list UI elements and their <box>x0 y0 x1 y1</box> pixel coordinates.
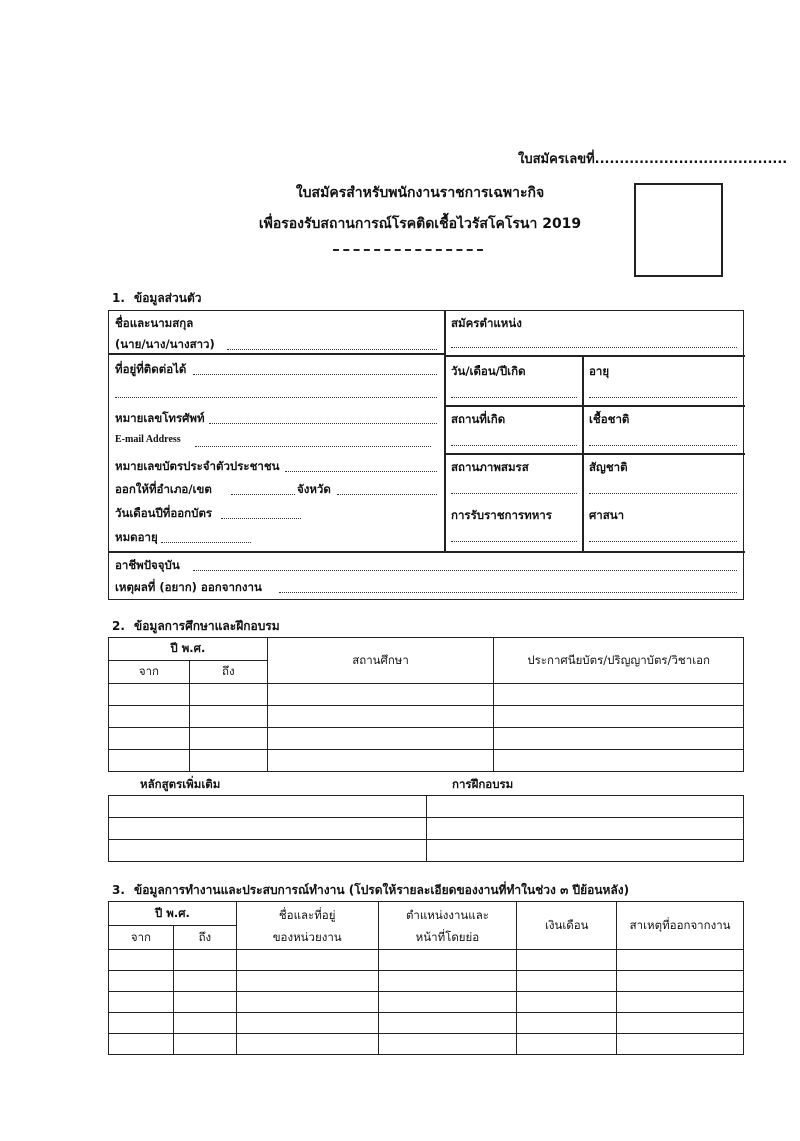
issued-district-input[interactable] <box>231 494 295 495</box>
expiry-input[interactable] <box>161 542 251 543</box>
title-divider <box>333 249 483 251</box>
email-input[interactable] <box>195 446 431 447</box>
education-to-cell[interactable] <box>189 728 267 750</box>
id-card-input[interactable] <box>285 471 437 472</box>
training-row <box>109 818 744 840</box>
education-from-header: จาก <box>109 661 190 684</box>
dob-label: วัน/เดือน/ปีเกิด <box>451 364 526 378</box>
ethnicity-label: เชื้อชาติ <box>589 412 630 426</box>
ethnicity-input[interactable] <box>589 445 737 446</box>
section3-number: 3. <box>112 883 125 897</box>
education-degree-cell[interactable] <box>494 750 744 772</box>
work-position-cell[interactable] <box>378 1034 517 1055</box>
work-position-cell[interactable] <box>378 971 517 992</box>
section2-heading <box>112 617 280 636</box>
training-cell[interactable] <box>426 840 744 862</box>
work-position-cell[interactable] <box>378 992 517 1013</box>
military-service-input[interactable] <box>451 541 577 542</box>
section1-number: 1. <box>112 291 125 305</box>
address-input-line2[interactable] <box>115 397 437 398</box>
birthplace-input[interactable] <box>451 445 577 446</box>
education-row <box>109 750 744 772</box>
work-reason-cell[interactable] <box>617 992 744 1013</box>
photo-box <box>634 183 723 277</box>
work-salary-cell[interactable] <box>517 992 617 1013</box>
section1-title: ข้อมูลส่วนตัว <box>134 291 202 305</box>
education-from-cell[interactable] <box>109 706 190 728</box>
dob-input[interactable] <box>451 397 577 398</box>
work-to-cell[interactable] <box>173 1034 236 1055</box>
work-from-cell[interactable] <box>109 950 174 971</box>
work-from-cell[interactable] <box>109 1034 174 1055</box>
extra-course-cell[interactable] <box>109 796 427 818</box>
work-to-cell[interactable] <box>173 950 236 971</box>
extra-courses-label: หลักสูตรเพิ่มเติม <box>140 777 221 791</box>
name-label: ชื่อและนามสกุล <box>115 316 194 330</box>
extra-course-cell[interactable] <box>109 840 427 862</box>
education-year-header: ปี พ.ศ. <box>109 638 268 661</box>
province-input[interactable] <box>337 494 437 495</box>
training-row <box>109 840 744 862</box>
work-reason-cell[interactable] <box>617 950 744 971</box>
work-reason-cell[interactable] <box>617 1034 744 1055</box>
id-card-label: หมายเลขบัตรประจำตัวประชาชน <box>115 459 280 473</box>
work-org-header <box>236 902 378 950</box>
education-degree-cell[interactable] <box>494 684 744 706</box>
section2-title: ข้อมูลการศึกษาและฝึกอบรม <box>134 619 280 633</box>
address-label: ที่อยู่ที่ติดต่อได้ <box>115 362 187 376</box>
issued-district-label: ออกให้ที่อำเภอ/เขต <box>115 482 212 496</box>
marital-status-input[interactable] <box>451 493 577 494</box>
education-from-cell[interactable] <box>109 728 190 750</box>
education-row <box>109 728 744 750</box>
province-label: จังหวัด <box>297 482 331 496</box>
work-org-cell[interactable] <box>236 992 378 1013</box>
religion-label: ศาสนา <box>589 508 625 522</box>
age-input[interactable] <box>589 397 737 398</box>
title-prefix-label: (นาย/นาง/นางสาว) <box>115 337 215 351</box>
education-to-cell[interactable] <box>189 684 267 706</box>
name-input[interactable] <box>227 349 437 350</box>
work-row <box>109 1034 744 1055</box>
occupation-input[interactable] <box>193 570 737 571</box>
work-position-cell[interactable] <box>378 950 517 971</box>
marital-status-label: สถานภาพสมรส <box>451 460 529 474</box>
nationality-input[interactable] <box>589 493 737 494</box>
work-reason-cell[interactable] <box>617 1013 744 1034</box>
occupation-label: อาชีพปัจจุบัน <box>115 558 180 572</box>
form-title-line2: เพื่อรองรับสถานการณ์โรคติดเชื้อไวรัสโคโรนา 2019 <box>258 216 582 232</box>
education-from-cell[interactable] <box>109 684 190 706</box>
work-from-header: จาก <box>109 926 174 950</box>
work-org-cell[interactable] <box>236 950 378 971</box>
extra-course-cell[interactable] <box>109 818 427 840</box>
education-row <box>109 684 744 706</box>
training-cell[interactable] <box>426 796 744 818</box>
position-label: สมัครตำแหน่ง <box>451 316 522 330</box>
religion-input[interactable] <box>589 541 737 542</box>
work-from-cell[interactable] <box>109 992 174 1013</box>
education-institution-header: สถานศึกษา <box>267 638 494 684</box>
work-row <box>109 950 744 971</box>
section3-heading <box>112 881 629 900</box>
address-input-line1[interactable] <box>193 374 437 375</box>
phone-label: หมายเลขโทรศัพท์ <box>115 411 205 425</box>
work-year-header: ปี พ.ศ. <box>109 902 237 926</box>
work-position-header <box>378 902 517 950</box>
work-to-header: ถึง <box>173 926 236 950</box>
leave-reason-input[interactable] <box>279 592 737 593</box>
issue-date-input[interactable] <box>221 518 301 519</box>
education-institution-cell[interactable] <box>267 750 494 772</box>
education-institution-cell[interactable] <box>267 684 494 706</box>
work-experience-table <box>108 901 744 1055</box>
education-to-cell[interactable] <box>189 706 267 728</box>
training-cell[interactable] <box>426 818 744 840</box>
education-institution-cell[interactable] <box>267 728 494 750</box>
work-reason-cell[interactable] <box>617 971 744 992</box>
email-label: E-mail Address <box>115 434 181 445</box>
work-row <box>109 992 744 1013</box>
military-service-label: การรับราชการทหาร <box>451 508 552 522</box>
work-org-header-line1: ชื่อและที่อยู่ <box>278 907 336 922</box>
phone-input[interactable] <box>209 423 437 424</box>
nationality-label: สัญชาติ <box>589 460 628 474</box>
work-to-cell[interactable] <box>173 1013 236 1034</box>
work-row <box>109 1013 744 1034</box>
work-row <box>109 971 744 992</box>
education-from-cell[interactable] <box>109 750 190 772</box>
expiry-label: หมดอายุ <box>115 530 158 544</box>
work-salary-cell[interactable] <box>517 1034 617 1055</box>
work-salary-cell[interactable] <box>517 971 617 992</box>
work-org-cell[interactable] <box>236 971 378 992</box>
personal-info-table <box>108 310 744 600</box>
work-org-cell[interactable] <box>236 1034 378 1055</box>
education-degree-cell[interactable] <box>494 728 744 750</box>
birthplace-label: สถานที่เกิด <box>451 412 506 426</box>
work-from-cell[interactable] <box>109 1013 174 1034</box>
work-position-header-line1: ตำแหน่งงานและ <box>405 907 489 922</box>
work-salary-header: เงินเดือน <box>517 902 617 950</box>
section2-number: 2. <box>112 619 125 633</box>
work-org-header-line2: ของหน่วยงาน <box>272 929 342 944</box>
issue-date-label: วันเดือนปีที่ออกบัตร <box>115 506 213 520</box>
work-org-cell[interactable] <box>236 1013 378 1034</box>
work-from-cell[interactable] <box>109 971 174 992</box>
work-reason-header: สาเหตุที่ออกจากงาน <box>617 902 744 950</box>
education-degree-header: ประกาศนียบัตร/ปริญญาบัตร/วิชาเอก <box>494 638 744 684</box>
education-to-header: ถึง <box>189 661 267 684</box>
position-input[interactable] <box>451 347 737 348</box>
section1-heading <box>112 289 201 308</box>
age-label: อายุ <box>589 364 610 378</box>
education-table <box>108 637 744 772</box>
education-row <box>109 706 744 728</box>
training-label: การฝึกอบรม <box>452 777 514 791</box>
education-institution-cell[interactable] <box>267 706 494 728</box>
training-table <box>108 795 744 862</box>
work-to-cell[interactable] <box>173 992 236 1013</box>
section3-title: ข้อมูลการทำงานและประสบการณ์ทำงาน (โปรดให้รายละเอียดของงานที่ทำในช่วง ๓ ปีย้อนหลัง) <box>134 883 630 897</box>
work-salary-cell[interactable] <box>517 950 617 971</box>
application-number-field[interactable]: ใบสมัครเลขที่....................................... <box>518 152 788 167</box>
leave-reason-label: เหตุผลที่ (อยาก) ออกจากงาน <box>115 580 262 594</box>
education-degree-cell[interactable] <box>494 706 744 728</box>
form-title-line1: ใบสมัครสำหรับพนักงานราชการเฉพาะกิจ <box>295 185 545 201</box>
education-to-cell[interactable] <box>189 750 267 772</box>
work-to-cell[interactable] <box>173 971 236 992</box>
work-position-cell[interactable] <box>378 1013 517 1034</box>
training-row <box>109 796 744 818</box>
work-position-header-line2: หน้าที่โดยย่อ <box>415 929 480 944</box>
work-salary-cell[interactable] <box>517 1013 617 1034</box>
